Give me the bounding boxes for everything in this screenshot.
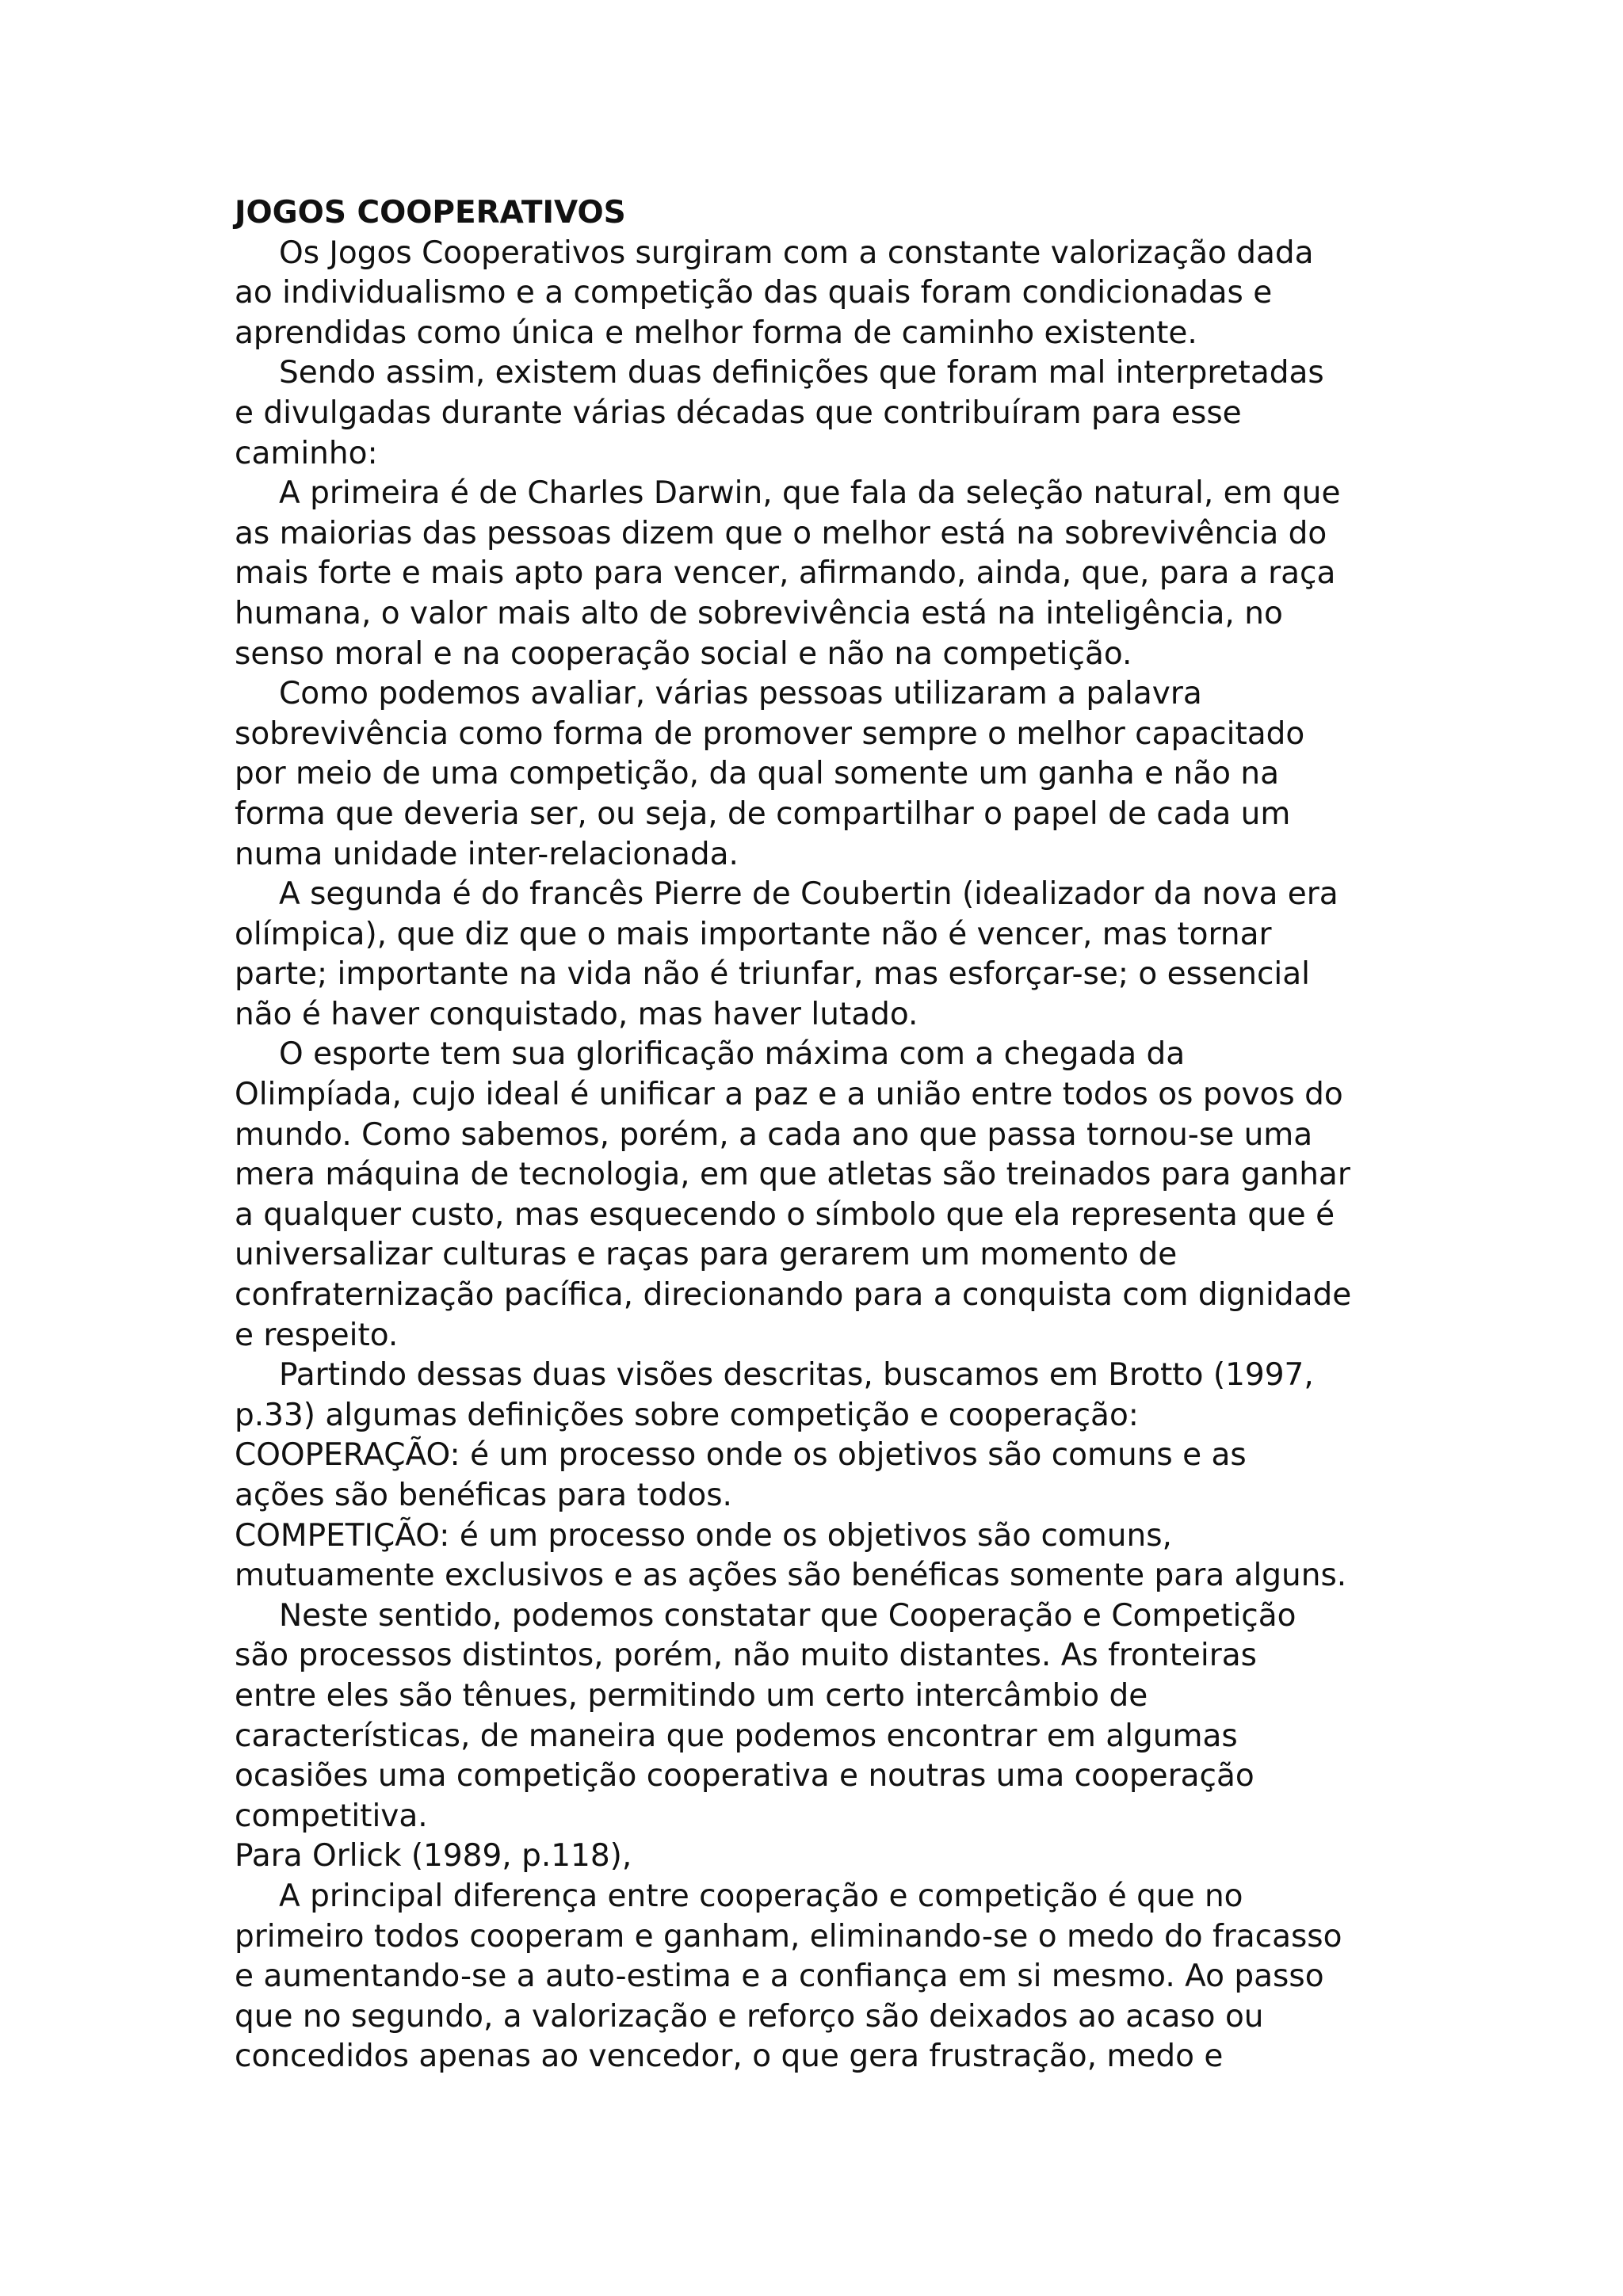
text-line: senso moral e na cooperação social e não na competição. [235, 635, 1132, 672]
text-line: e aumentando-se a auto-estima e a confiança em si mesmo. Ao passo [235, 1958, 1324, 1995]
text-line: são processos distintos, porém, não muito distantes. As fronteiras [235, 1638, 1257, 1674]
text-line: primeiro todos cooperam e ganham, eliminando-se o medo do fracasso [235, 1918, 1342, 1955]
text-line: ao individualismo e a competição das quais foram condicionadas e [235, 275, 1273, 311]
text-line: mundo. Como sabemos, porém, a cada ano que passa tornou-se uma [235, 1116, 1313, 1153]
text-line: Para Orlick (1989, p.118), [235, 1838, 632, 1875]
text-line: Como podemos avaliar, várias pessoas utilizaram a palavra [279, 676, 1202, 712]
text-line: O esporte tem sua glorificação máxima com a chegada da [279, 1036, 1186, 1073]
text-line: Sendo assim, existem duas definições que foram mal interpretadas [279, 355, 1324, 391]
text-line: Partindo dessas duas visões descritas, buscamos em Brotto (1997, [279, 1357, 1314, 1394]
text-line: forma que deveria ser, ou seja, de compartilhar o papel de cada um [235, 795, 1291, 832]
text-line: que no segundo, a valorização e reforço são deixados ao acaso ou [235, 1998, 1264, 2035]
text-line: e divulgadas durante várias décadas que contribuíram para esse [235, 395, 1242, 431]
text-line: numa unidade inter-relacionada. [235, 836, 739, 872]
text-line: COOPERAÇÃO: é um processo onde os objetivos são comuns e as [235, 1437, 1247, 1474]
text-line: confraternização pacífica, direcionando para a conquista com dignidade [235, 1277, 1352, 1314]
text-line: por meio de uma competição, da qual somente um ganha e não na [235, 756, 1280, 792]
text-line: a qualquer custo, mas esquecendo o símbolo que ela representa que é [235, 1196, 1335, 1233]
text-line: competitiva. [235, 1798, 428, 1834]
document-page [235, 193, 1423, 2077]
text-line: olímpica), que diz que o mais importante não é vencer, mas tornar [235, 916, 1272, 952]
text-line: concedidos apenas ao vencedor, o que gera frustração, medo e [235, 2039, 1224, 2075]
text-line: aprendidas como única e melhor forma de caminho existente. [235, 315, 1197, 351]
document-body [235, 234, 1423, 2077]
text-line: ocasiões uma competição cooperativa e noutras uma cooperação [235, 1758, 1254, 1794]
text-line: A segunda é do francês Pierre de Coubertin (idealizador da nova era [279, 876, 1338, 913]
text-line: entre eles são tênues, permitindo um certo intercâmbio de [235, 1677, 1148, 1714]
text-line: A principal diferença entre cooperação e competição é que no [279, 1878, 1243, 1914]
text-line: caminho: [235, 435, 378, 471]
text-line: COMPETIÇÃO: é um processo onde os objetivos são comuns, [235, 1517, 1172, 1554]
text-line: humana, o valor mais alto de sobrevivência está na inteligência, no [235, 595, 1283, 631]
text-line: não é haver conquistado, mas haver lutado. [235, 996, 918, 1032]
text-line: universalizar culturas e raças para gerarem um momento de [235, 1237, 1178, 1273]
text-line: Neste sentido, podemos constatar que Cooperação e Competição [279, 1597, 1296, 1634]
text-line: Olimpíada, cujo ideal é unificar a paz e a união entre todos os povos do [235, 1077, 1343, 1113]
text-line: mutuamente exclusivos e as ações são benéficas somente para alguns. [235, 1558, 1347, 1594]
document-title: JOGOS COOPERATIVOS [235, 195, 626, 231]
text-line: e respeito. [235, 1317, 399, 1353]
text-line: mais forte e mais apto para vencer, afirmando, ainda, que, para a raça [235, 555, 1336, 592]
text-line: mera máquina de tecnologia, em que atletas são treinados para ganhar [235, 1157, 1350, 1193]
text-line: parte; importante na vida não é triunfar, mas esforçar-se; o essencial [235, 956, 1310, 993]
text-line: ações são benéficas para todos. [235, 1478, 732, 1513]
text-line: A primeira é de Charles Darwin, que fala da seleção natural, em que [279, 475, 1341, 512]
text-line: Os Jogos Cooperativos surgiram com a constante valorização dada [279, 235, 1314, 271]
text-line: p.33) algumas definições sobre competição e cooperação: [235, 1397, 1139, 1433]
text-line: as maiorias das pessoas dizem que o melhor está na sobrevivência do [235, 515, 1327, 551]
text-line: características, de maneira que podemos encontrar em algumas [235, 1718, 1238, 1754]
text-line: sobrevivência como forma de promover sempre o melhor capacitado [235, 715, 1305, 752]
